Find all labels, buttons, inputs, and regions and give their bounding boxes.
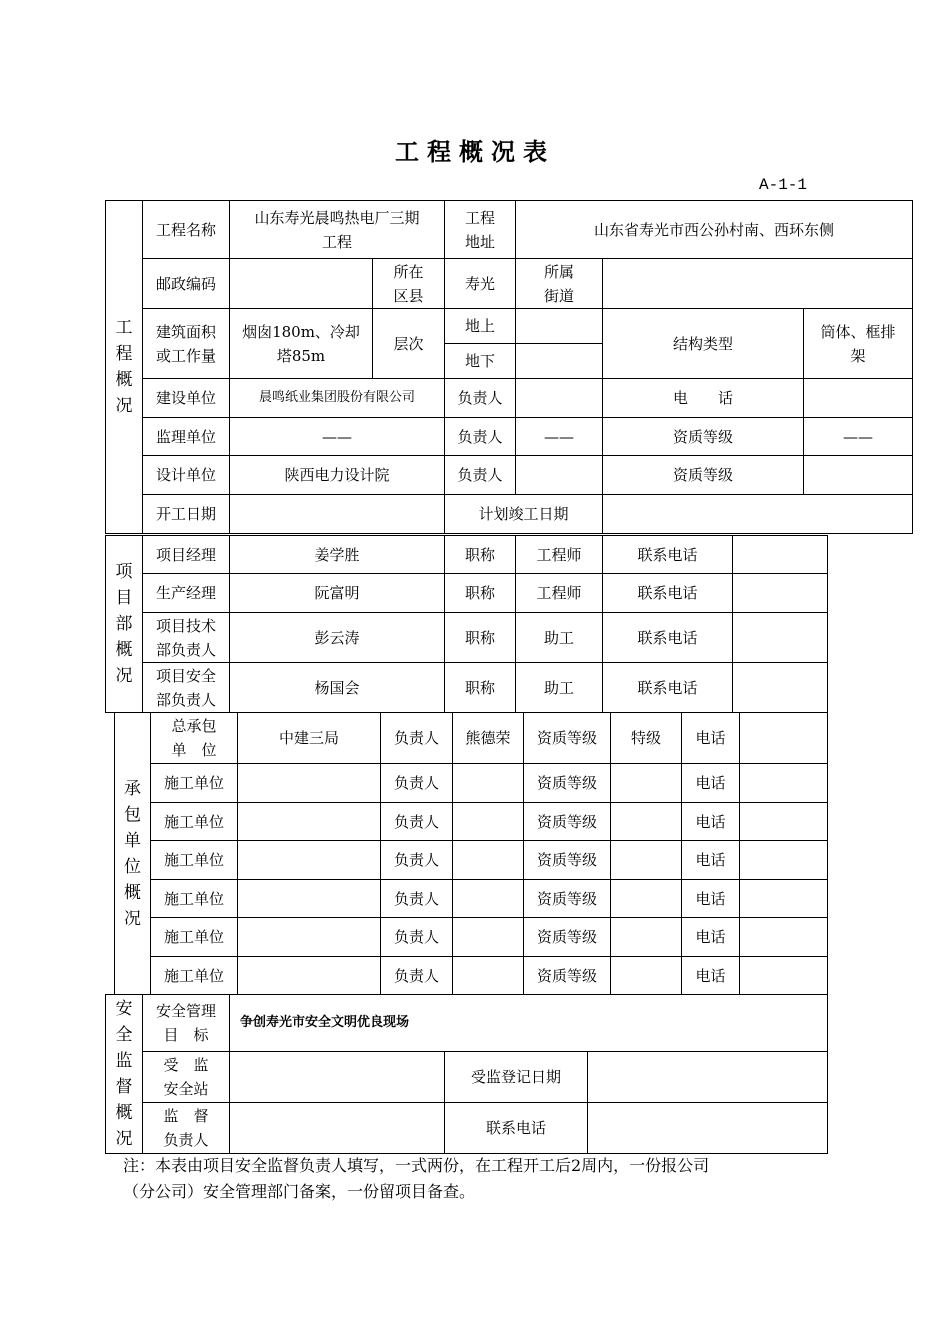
contractor-head-value[interactable] xyxy=(453,957,524,995)
designer-label: 设计单位 xyxy=(143,456,230,495)
team-phone-value[interactable] xyxy=(733,663,828,713)
team-phone-label: 联系电话 xyxy=(603,574,733,613)
team-title-label: 职称 xyxy=(445,613,516,663)
contractor-phone-label: 电话 xyxy=(682,713,740,764)
section-heading-project: 工 程 概 况 xyxy=(106,201,143,534)
contractor-head-value[interactable] xyxy=(453,803,524,841)
address-value[interactable]: 山东省寿光市西公孙村南、西环东侧 xyxy=(516,201,913,259)
contractor-unit-value[interactable] xyxy=(238,841,381,880)
contractor-phone-label: 电话 xyxy=(682,880,740,918)
builder-phone-value[interactable] xyxy=(804,379,913,418)
supervisor-qual-label: 资质等级 xyxy=(603,418,804,456)
team-title-label: 职称 xyxy=(445,536,516,574)
contact-phone-label: 联系电话 xyxy=(445,1103,588,1154)
contractor-unit-label: 总承包 单 位 xyxy=(151,713,238,764)
contractor-qual-value[interactable] xyxy=(611,880,682,918)
contractor-unit-label: 施工单位 xyxy=(151,918,238,957)
contractor-unit-label: 施工单位 xyxy=(151,803,238,841)
contractor-unit-label: 施工单位 xyxy=(151,880,238,918)
contractor-unit-value[interactable] xyxy=(238,957,381,995)
contractor-unit-label: 施工单位 xyxy=(151,841,238,880)
contractor-head-label: 负责人 xyxy=(381,713,453,764)
contractor-qual-value[interactable] xyxy=(611,764,682,803)
contractor-qual-label: 资质等级 xyxy=(524,957,611,995)
contractor-head-label: 负责人 xyxy=(381,764,453,803)
contractor-phone-value[interactable] xyxy=(740,713,828,764)
structure-label: 结构类型 xyxy=(603,309,804,379)
contractor-qual-value[interactable] xyxy=(611,957,682,995)
contractor-qual-label: 资质等级 xyxy=(524,803,611,841)
page-title: 工程概况表 xyxy=(395,137,555,166)
contractor-head-label: 负责人 xyxy=(381,918,453,957)
team-title-value[interactable]: 助工 xyxy=(516,613,603,663)
contractor-head-value[interactable] xyxy=(453,764,524,803)
contractor-qual-label: 资质等级 xyxy=(524,918,611,957)
team-role-label: 项目经理 xyxy=(143,536,230,574)
project-team-table xyxy=(105,535,828,713)
designer-value[interactable]: 陕西电力设计院 xyxy=(230,456,445,495)
safety-goal-label: 安全管理 目 标 xyxy=(143,995,230,1052)
builder-value[interactable]: 晨鸣纸业集团股份有限公司 xyxy=(230,379,445,418)
contractor-phone-value[interactable] xyxy=(740,880,828,918)
designer-qual-label: 资质等级 xyxy=(603,456,804,495)
designer-head-label: 负责人 xyxy=(445,456,516,495)
team-name-value[interactable]: 杨国会 xyxy=(230,663,445,713)
safety-supervisor-label: 监 督 负责人 xyxy=(143,1103,230,1154)
contractor-qual-value[interactable] xyxy=(611,841,682,880)
postcode-label: 邮政编码 xyxy=(143,259,230,309)
supervisor-qual-value[interactable]: —— xyxy=(804,418,913,456)
team-phone-value[interactable] xyxy=(733,613,828,663)
team-title-value[interactable]: 工程师 xyxy=(516,536,603,574)
contractor-unit-value[interactable] xyxy=(238,803,381,841)
contact-phone-value[interactable] xyxy=(588,1103,828,1154)
below-ground-label: 地下 xyxy=(445,344,516,379)
contractor-head-value[interactable]: 熊德荣 xyxy=(453,713,524,764)
contractor-unit-value[interactable] xyxy=(238,918,381,957)
contractor-head-label: 负责人 xyxy=(381,957,453,995)
contractor-qual-label: 资质等级 xyxy=(524,764,611,803)
contractor-unit-label: 施工单位 xyxy=(151,957,238,995)
form-code: A-1-1 xyxy=(758,176,807,194)
safety-supervision-table xyxy=(105,994,828,1154)
contractor-qual-value[interactable] xyxy=(611,803,682,841)
project-name-label: 工程名称 xyxy=(143,201,230,259)
section-heading-team: 项 目 部 概 况 xyxy=(106,536,143,713)
contractor-head-label: 负责人 xyxy=(381,841,453,880)
above-ground-value[interactable] xyxy=(516,309,603,344)
builder-head-value[interactable] xyxy=(516,379,603,418)
contractor-qual-label: 资质等级 xyxy=(524,713,611,764)
contractor-phone-value[interactable] xyxy=(740,803,828,841)
team-phone-label: 联系电话 xyxy=(603,536,733,574)
designer-qual-value[interactable] xyxy=(804,456,913,495)
team-title-label: 职称 xyxy=(445,574,516,613)
contractor-head-value[interactable] xyxy=(453,918,524,957)
supervisor-unit-label: 监理单位 xyxy=(143,418,230,456)
contractor-unit-value[interactable] xyxy=(238,880,381,918)
designer-head-value[interactable] xyxy=(516,456,603,495)
contractor-head-value[interactable] xyxy=(453,880,524,918)
contractor-phone-value[interactable] xyxy=(740,764,828,803)
structure-value[interactable]: 筒体、框排 架 xyxy=(804,309,913,379)
team-role-label: 生产经理 xyxy=(143,574,230,613)
team-name-value[interactable]: 阮富明 xyxy=(230,574,445,613)
team-name-value[interactable]: 姜学胜 xyxy=(230,536,445,574)
footnote-line-1: 注：本表由项目安全监督负责人填写，一式两份，在工程开工后2周内，一份报公司 xyxy=(123,1156,710,1175)
contractor-phone-label: 电话 xyxy=(682,918,740,957)
floors-label: 层次 xyxy=(373,309,445,379)
team-phone-value[interactable] xyxy=(733,536,828,574)
postcode-value[interactable] xyxy=(230,259,373,309)
team-title-value[interactable]: 助工 xyxy=(516,663,603,713)
team-title-label: 职称 xyxy=(445,663,516,713)
safety-supervisor-value[interactable] xyxy=(230,1103,445,1154)
reg-date-label: 受监登记日期 xyxy=(445,1052,588,1103)
builder-head-label: 负责人 xyxy=(445,379,516,418)
contractor-phone-label: 电话 xyxy=(682,764,740,803)
county-label: 所在 区县 xyxy=(373,259,445,309)
contractor-qual-label: 资质等级 xyxy=(524,841,611,880)
area-value[interactable]: 烟囱180m、冷却 塔85m xyxy=(230,309,373,379)
contractor-table xyxy=(114,712,828,995)
team-role-label: 项目技术 部负责人 xyxy=(143,613,230,663)
supervisor-head-value[interactable]: —— xyxy=(516,418,603,456)
team-phone-value[interactable] xyxy=(733,574,828,613)
contractor-unit-value[interactable] xyxy=(238,764,381,803)
contractor-qual-value[interactable] xyxy=(611,918,682,957)
contractor-head-value[interactable] xyxy=(453,841,524,880)
station-label: 受 监 安全站 xyxy=(143,1052,230,1103)
contractor-phone-label: 电话 xyxy=(682,957,740,995)
start-date-value[interactable] xyxy=(230,495,445,534)
contractor-phone-label: 电话 xyxy=(682,803,740,841)
team-phone-label: 联系电话 xyxy=(603,613,733,663)
builder-phone-label: 电 话 xyxy=(603,379,804,418)
reg-date-value[interactable] xyxy=(588,1052,828,1103)
start-date-label: 开工日期 xyxy=(143,495,230,534)
supervisor-unit-value[interactable]: —— xyxy=(230,418,445,456)
project-name-value[interactable]: 山东寿光晨鸣热电厂三期 工程 xyxy=(230,201,445,259)
footnote-line-2: （分公司）安全管理部门备案，一份留项目备查。 xyxy=(123,1182,476,1201)
team-name-value[interactable]: 彭云涛 xyxy=(230,613,445,663)
contractor-qual-value[interactable]: 特级 xyxy=(611,713,682,764)
section-heading-contractor: 承 包 单 位 概 况 xyxy=(115,713,151,995)
safety-goal-value[interactable]: 争创寿光市安全文明优良现场 xyxy=(230,995,828,1052)
builder-label: 建设单位 xyxy=(143,379,230,418)
station-value[interactable] xyxy=(230,1052,445,1103)
team-title-value[interactable]: 工程师 xyxy=(516,574,603,613)
footnote xyxy=(123,1153,828,1205)
below-ground-value[interactable] xyxy=(516,344,603,379)
contractor-unit-label: 施工单位 xyxy=(151,764,238,803)
contractor-head-label: 负责人 xyxy=(381,803,453,841)
contractor-phone-value[interactable] xyxy=(740,841,828,880)
finish-date-value[interactable] xyxy=(603,495,913,534)
section-heading-safety: 安 全 监 督 概 况 xyxy=(106,995,143,1154)
finish-date-label: 计划竣工日期 xyxy=(445,495,603,534)
contractor-unit-value[interactable]: 中建三局 xyxy=(238,713,381,764)
above-ground-label: 地上 xyxy=(445,309,516,344)
contractor-phone-value[interactable] xyxy=(740,957,828,995)
address-label: 工程 地址 xyxy=(445,201,516,259)
team-phone-label: 联系电话 xyxy=(603,663,733,713)
street-value[interactable] xyxy=(603,259,913,309)
team-role-label: 项目安全 部负责人 xyxy=(143,663,230,713)
contractor-head-label: 负责人 xyxy=(381,880,453,918)
street-label: 所属 街道 xyxy=(516,259,603,309)
county-value[interactable]: 寿光 xyxy=(445,259,516,309)
contractor-phone-value[interactable] xyxy=(740,918,828,957)
contractor-qual-label: 资质等级 xyxy=(524,880,611,918)
contractor-phone-label: 电话 xyxy=(682,841,740,880)
supervisor-head-label: 负责人 xyxy=(445,418,516,456)
project-overview-table xyxy=(105,200,913,534)
area-label: 建筑面积 或工作量 xyxy=(143,309,230,379)
